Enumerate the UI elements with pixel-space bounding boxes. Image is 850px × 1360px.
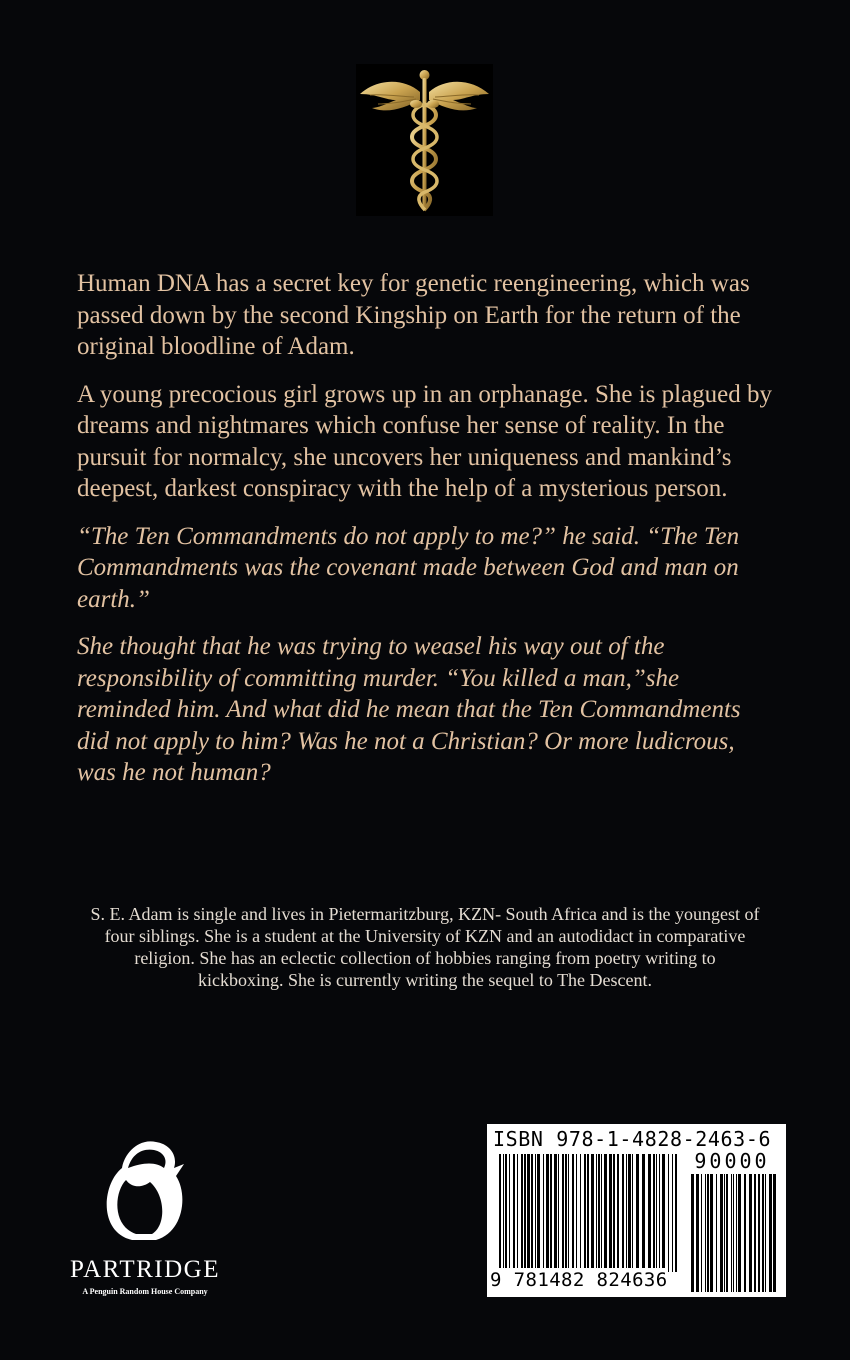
barcode-bar — [744, 1174, 746, 1292]
barcode-bar — [636, 1154, 639, 1272]
blurb-paragraph-premise: Human DNA has a secret key for genetic reengineering, which was passed down by the second Kingship on Earth for the return of the original bloodline of Adam. — [77, 270, 750, 360]
barcode-bar — [591, 1154, 594, 1272]
barcode-bar — [601, 1154, 602, 1272]
barcode-bar — [656, 1154, 657, 1272]
barcode-bar — [527, 1154, 530, 1272]
isbn-label: ISBN 978-1-4828-2463-6 — [493, 1127, 772, 1151]
barcode-bar — [537, 1154, 540, 1272]
barcode-bar — [587, 1154, 589, 1272]
barcode-bar — [736, 1174, 737, 1292]
barcode-bar — [626, 1154, 627, 1272]
barcode-bar — [580, 1154, 581, 1272]
barcode-bar — [550, 1154, 552, 1272]
barcode-bar — [554, 1154, 557, 1272]
blurb-quote-murder: She thought that he was trying to weasel his way out of the responsibility of committing murder. “You killed a man,”she reminded him. And what did he mean that the Ten Commandments did not apply to him? Was he not a Christian? Or more ludicrous, was he not human? — [77, 633, 741, 786]
barcode-bar — [513, 1154, 515, 1272]
barcode-bar — [726, 1174, 728, 1292]
partridge-bird-icon — [60, 1128, 230, 1253]
barcode-bar — [503, 1154, 504, 1272]
barcode-bars — [499, 1154, 677, 1272]
barcode-bar — [716, 1174, 717, 1292]
barcode-bar — [617, 1154, 619, 1272]
isbn-barcode — [487, 1124, 786, 1297]
barcode-bar — [724, 1174, 725, 1292]
barcode-bar — [565, 1154, 567, 1272]
barcode-bar — [675, 1154, 677, 1272]
barcode-bar — [596, 1154, 597, 1272]
barcode-bar — [691, 1174, 694, 1292]
barcode-bar — [765, 1174, 766, 1292]
publisher-logo — [60, 1128, 230, 1303]
barcode-bar — [672, 1154, 673, 1272]
barcode-bar — [505, 1154, 507, 1272]
publisher-tagline: A Penguin Random House Company — [82, 1287, 208, 1296]
barcode-bar — [769, 1174, 772, 1292]
addon-barcode-bars — [691, 1174, 777, 1292]
barcode-bar — [509, 1154, 510, 1272]
barcode-bar — [535, 1154, 536, 1272]
barcode-bar — [609, 1154, 612, 1272]
barcode-bar — [546, 1154, 549, 1272]
barcode-bar — [622, 1154, 624, 1272]
publisher-name: PARTRIDGE — [70, 1256, 220, 1283]
barcode-bar — [754, 1174, 756, 1292]
ean-digits: 9 781482 824636 — [490, 1269, 668, 1291]
barcode-bar — [720, 1174, 723, 1292]
barcode-bar — [628, 1154, 631, 1272]
barcode-bar — [499, 1154, 501, 1272]
barcode-bar — [604, 1154, 607, 1272]
barcode-bar — [738, 1174, 741, 1292]
barcode-bar — [576, 1154, 577, 1272]
barcode-bar — [524, 1154, 526, 1272]
blurb-quote-commandments: “The Ten Commandments do not apply to me?” he said. “The Ten Commandments was the covenant made between God and man on earth.” — [77, 522, 740, 613]
barcode-bar — [613, 1154, 615, 1272]
barcode-bar — [731, 1174, 732, 1292]
barcode-bar — [517, 1154, 518, 1272]
barcode-bar — [543, 1154, 544, 1272]
barcode-bar — [584, 1154, 586, 1272]
barcode-bar — [668, 1154, 669, 1272]
author-bio: S. E. Adam is single and lives in Pietermaritzburg, KZN- South Africa and is the youngest of four siblings. She is a student at the University of KZN and an autodidact in comparative religion. She has an eclectic collection of hobbies ranging from poetry writing to kickboxing. She is currently writing the sequel to The Descent. — [90, 904, 760, 990]
barcode-bar — [642, 1154, 645, 1272]
barcode-bar — [749, 1174, 752, 1292]
barcode-bar — [598, 1154, 600, 1272]
barcode-bar — [572, 1154, 574, 1272]
barcode-bar — [696, 1174, 699, 1292]
barcode-bar — [705, 1174, 706, 1292]
barcode-bar — [758, 1174, 760, 1292]
barcode-bar — [710, 1174, 713, 1292]
barcode-bar — [558, 1154, 559, 1272]
barcode-bar — [653, 1154, 655, 1272]
back-cover-blurb — [77, 268, 777, 805]
caduceus-icon — [356, 64, 493, 216]
barcode-bar — [521, 1154, 523, 1272]
barcode-bar — [662, 1154, 665, 1272]
blurb-paragraph-synopsis: A young precocious girl grows up in an orphanage. She is plagued by dreams and nightmares which confuse her sense of reality. In the pursuit for normalcy, she uncovers her uniqueness and mankind’s deepest, darkest conspiracy with the help of a mysterious person. — [77, 380, 773, 502]
barcode-bar — [568, 1154, 569, 1272]
barcode-bar — [632, 1154, 633, 1272]
barcode-bar — [701, 1174, 702, 1292]
barcode-bar — [659, 1154, 660, 1272]
barcode-bar — [733, 1174, 734, 1292]
barcode-bar — [762, 1174, 764, 1292]
barcode-bar — [648, 1154, 651, 1272]
barcode-bar — [562, 1154, 564, 1272]
barcode-bar — [773, 1174, 776, 1292]
barcode-addon-digits: 90000 — [694, 1149, 770, 1173]
barcode-bar — [531, 1154, 533, 1272]
barcode-bar — [707, 1174, 709, 1292]
